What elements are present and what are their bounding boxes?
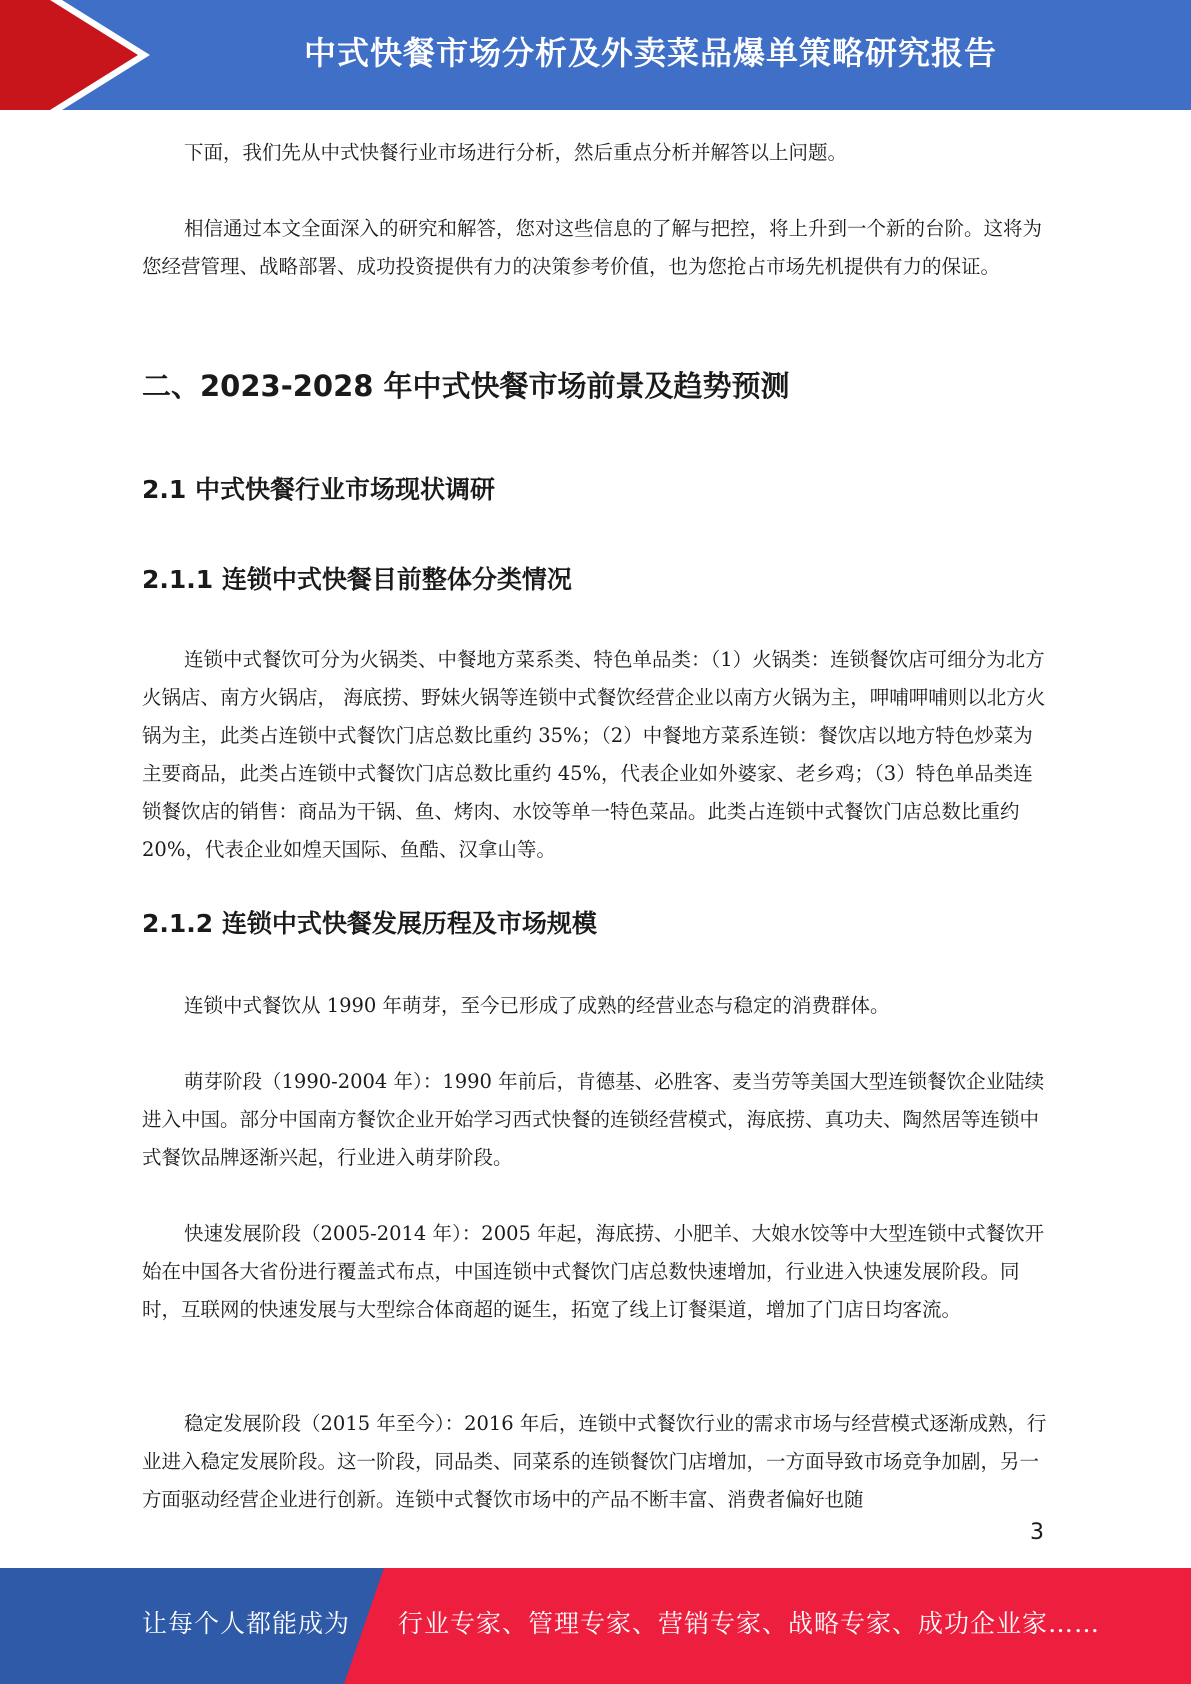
footer-slogan-right: 行业专家、管理专家、营销专家、战略专家、成功企业家…… — [398, 1609, 1101, 1638]
paragraph-rapid-growth-stage: 快速发展阶段（2005-2014 年）：2005 年起，海底捞、小肥羊、大娘水饺等中大型连锁中式餐饮开始在中国各大省份进行覆盖式布点，中国连锁中式餐饮门店总数快速增加，行业进入快速发展阶段。同时，互联网的快速发展与大型综合体商超的诞生，拓宽了线上订餐渠道，增加了门店日均客流。 — [142, 1222, 1045, 1321]
report-title: 中式快餐市场分析及外卖菜品爆单策略研究报告 — [303, 34, 997, 72]
page-header — [0, 0, 1191, 110]
paragraph-value: 相信通过本文全面深入的研究和解答，您对这些信息的了解与把控，将上升到一个新的台阶。这将为您经营管理、战略部署、成功投资提供有力的决策参考价值，也为您抢占市场先机提供有力的保证。 — [142, 217, 1043, 278]
subsection-heading-2-1: 2.1 中式快餐行业市场现状调研 — [142, 475, 495, 504]
page-footer — [0, 1568, 1191, 1684]
subsection-heading-2-1-1: 2.1.1 连锁中式快餐目前整体分类情况 — [142, 565, 572, 594]
paragraph-sprouting-stage: 萌芽阶段（1990-2004 年）：1990 年前后，肯德基、必胜客、麦当劳等美国大型连锁餐饮企业陆续进入中国。部分中国南方餐饮企业开始学习西式快餐的连锁经营模式，海底捞、真功夫、陶然居等连锁中式餐饮品牌逐渐兴起，行业进入萌芽阶段。 — [142, 1070, 1045, 1169]
section-heading-2: 二、2023-2028 年中式快餐市场前景及趋势预测 — [142, 369, 790, 403]
paragraph-stable-stage: 稳定发展阶段（2015 年至今）：2016 年后，连锁中式餐饮行业的需求市场与经营模式逐渐成熟，行业进入稳定发展阶段。这一阶段，同品类、同菜系的连锁餐饮门店增加，一方面导致市场竞争加剧，另一方面驱动经营企业进行创新。连锁中式餐饮市场中的产品不断丰富、消费者偏好也随 — [142, 1412, 1047, 1511]
paragraph-intro: 下面，我们先从中式快餐行业市场进行分析，然后重点分析并解答以上问题。 — [184, 141, 848, 164]
paragraph-origin: 连锁中式餐饮从 1990 年萌芽，至今已形成了成熟的经营业态与稳定的消费群体。 — [184, 994, 890, 1017]
subsection-heading-2-1-2: 2.1.2 连锁中式快餐发展历程及市场规模 — [142, 909, 597, 938]
header-arrow-graphic — [0, 0, 160, 110]
page-number: 3 — [1030, 1520, 1044, 1545]
paragraph-classification: 连锁中式餐饮可分为火锅类、中餐地方菜系类、特色单品类：（1）火锅类：连锁餐饮店可细分为北方火锅店、南方火锅店， 海底捞、野妹火锅等连锁中式餐饮经营企业以南方火锅为主，呷哺呷哺则以北方火锅为主，此类占连锁中式餐饮门店总数比重约 35%；（2）中餐地方菜系连锁：餐饮店以地方特色炒菜为主要商品，此类占连锁中式餐饮门店总数比重约 45%，代表企业如外婆家、老乡鸡；（3）特色单品类连锁餐饮店的销售：商品为干锅、鱼、烤肉、水饺等单一特色菜品。此类占连锁中式餐饮门店总数比重约 20%，代表企业如煌天国际、鱼酷、汉拿山等。 — [142, 648, 1046, 861]
footer-slogan-left: 让每个人都能成为 — [142, 1609, 351, 1638]
